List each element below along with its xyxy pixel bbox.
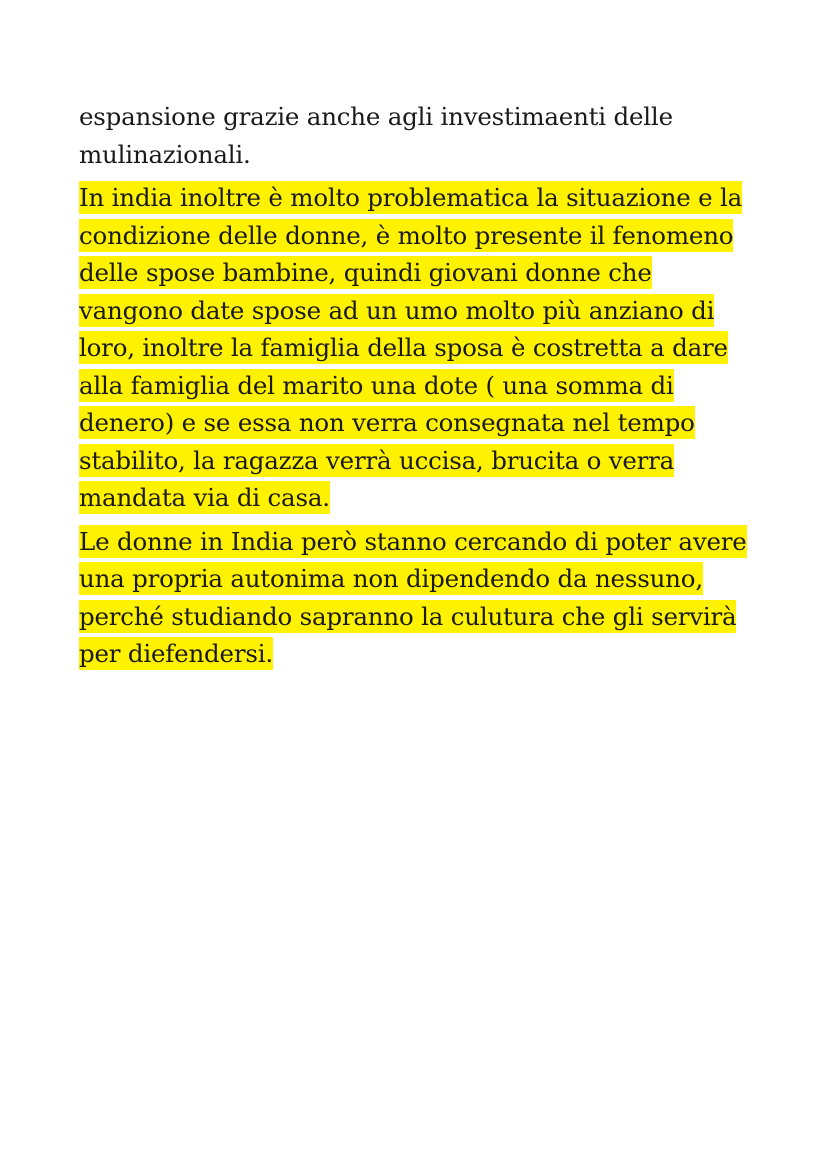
highlighted-line: per diefendersi. (79, 639, 273, 668)
highlighted-line: mandata via di casa. (79, 483, 330, 512)
highlighted-line: una propria autonima non dipendendo da nessuno, (79, 564, 703, 593)
document-body (79, 98, 759, 679)
highlighted-line: In india inoltre è molto problematica la situazione e la (79, 183, 743, 212)
highlighted-line: alla famiglia del marito una dote ( una somma di (79, 370, 674, 400)
highlighted-line: stabilito, la ragazza verrà uccisa, brucita o verra (79, 445, 675, 475)
highlighted-line: loro, inoltre la famiglia della sposa è costretta a dare (79, 333, 728, 362)
text-line: mulinazionali. (79, 139, 251, 169)
highlighted-line: Le donne in India però stanno cercando di poter avere (79, 526, 747, 556)
paragraph-women-condition (79, 179, 759, 517)
paragraph-intro (79, 98, 759, 173)
highlighted-line: delle spose bambine, quindi giovani donne che (79, 258, 652, 287)
highlighted-line: vangono date spose ad un umo molto più anziano di (79, 295, 715, 325)
highlighted-line: denero) e se essa non verra consegnata nel tempo (79, 408, 695, 437)
highlighted-line: condizione delle donne, è molto presente il fenomeno (79, 220, 734, 250)
text-line: espansione grazie anche agli investimaenti delle (79, 102, 673, 131)
highlighted-line: perché studiando sapranno la culutura che gli servirà (79, 601, 737, 631)
paragraph-women-autonomy (79, 523, 759, 673)
